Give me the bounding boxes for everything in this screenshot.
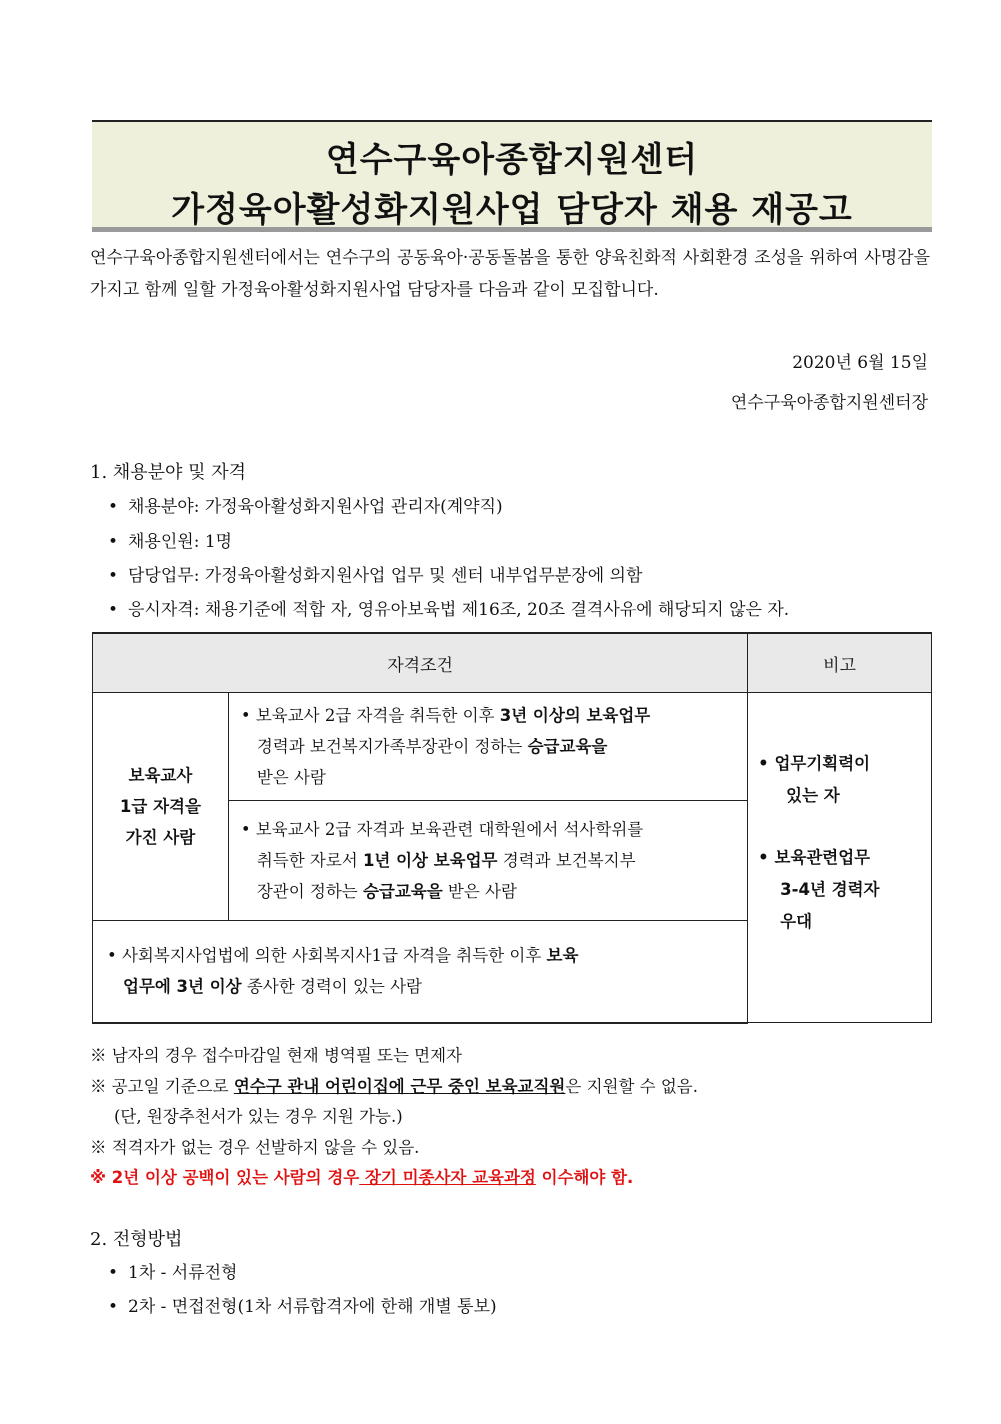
- bullet-icon: •: [240, 706, 251, 725]
- section-1-heading: 1. 채용분야 및 자격: [90, 462, 247, 483]
- note-military: ※ 남자의 경우 접수마감일 현재 병역필 또는 면제자: [90, 1046, 462, 1065]
- list-item-text: 채용인원: 1명: [128, 532, 233, 552]
- table-row: [93, 693, 932, 801]
- note-exception: (단, 원장추천서가 있는 경우 지원 가능.): [114, 1107, 403, 1126]
- list-item: [108, 492, 503, 517]
- note-text: ※ 공고일 기준으로: [90, 1077, 234, 1096]
- note-no-selection: ※ 적격자가 없는 경우 선발하지 않을 수 있음.: [90, 1138, 420, 1157]
- cell-text-bold: 1년 이상 보육업무: [362, 851, 498, 870]
- group-label-cell: [93, 693, 229, 921]
- header-qualification: 자격조건: [93, 633, 748, 693]
- note-text: 은 지원할 수 없음.: [565, 1077, 698, 1096]
- cell-text: 받은 사람: [256, 768, 326, 787]
- cell-text: 보육교사 2급 자격과 보육관련 대학원에서 석사학위를: [255, 820, 644, 839]
- title-line-2: 가정육아활성화지원사업 담당자 채용 재공고: [171, 190, 853, 230]
- remark-text: 업무기획력이: [774, 753, 871, 773]
- group-label-line: 1급 자격을: [119, 797, 201, 816]
- note-text-underlined: 장기 미종사자 교육과정: [359, 1168, 536, 1187]
- list-item-text: 담당업무: 가정육아활성화지원사업 업무 및 센터 내부업무분장에 의함: [128, 566, 643, 586]
- note-text: 이수해야 함.: [535, 1168, 634, 1187]
- section-2-heading: 2. 전형방법: [90, 1229, 183, 1250]
- list-item-text: 2차 - 면접전형(1차 서류합격자에 한해 개별 통보): [128, 1297, 497, 1317]
- cell-text: 받은 사람: [442, 882, 517, 901]
- table-header-row: [93, 633, 932, 693]
- cell-text: 사회복지사업법에 의한 사회복지사1급 자격을 취득한 이후: [121, 946, 547, 966]
- list-item: [108, 1292, 497, 1317]
- bullet-icon: •: [108, 532, 119, 552]
- note-gap-requirement: [90, 1164, 633, 1188]
- cell-text-bold: 승급교육을: [527, 737, 608, 756]
- cell-text: 종사한 경력이 있는 사람: [241, 977, 422, 997]
- list-item: [108, 527, 232, 552]
- header-remarks: 비고: [748, 633, 932, 693]
- list-item-text: 채용분야: 가정육아활성화지원사업 관리자(계약직): [128, 497, 503, 517]
- bullet-icon: •: [108, 1297, 119, 1317]
- cell-text: 경력과 보건복지부: [497, 851, 636, 870]
- remark-text: 우대: [780, 911, 813, 931]
- list-item: [108, 1258, 237, 1283]
- remark-text: 보육관련업무: [774, 847, 871, 867]
- cell-text-bold: 3년 이상의 보육업무: [499, 706, 651, 725]
- qualification-cell: [228, 693, 747, 801]
- announcement-date: 2020년 6월 15일: [792, 353, 928, 373]
- bullet-icon: •: [107, 946, 117, 966]
- bullet-icon: •: [108, 497, 119, 517]
- bullet-icon: •: [108, 1263, 119, 1283]
- note-text: ※ 2년 이상 공백이 있는 사람의 경우: [90, 1168, 360, 1187]
- bullet-icon: •: [240, 820, 251, 839]
- qualification-table: [92, 632, 932, 1024]
- bullet-icon: •: [108, 600, 119, 620]
- remark-text: 있는 자: [786, 785, 840, 805]
- issuer: 연수구육아종합지원센터장: [730, 393, 928, 413]
- remarks-cell: [748, 693, 932, 1023]
- group-label-line: 보육교사: [128, 766, 193, 785]
- title-line-1: 연수구육아종합지원센터: [325, 140, 699, 180]
- cell-text: 취득한 자로서: [256, 851, 363, 870]
- list-item-text: 응시자격: 채용기준에 적합 자, 영유아보육법 제16조, 20조 결격사유에 해당되지 않은 자.: [128, 600, 790, 620]
- bullet-icon: •: [758, 847, 769, 867]
- qualification-cell: [93, 921, 748, 1023]
- title-box: [92, 120, 932, 232]
- cell-text: 장관이 정하는: [256, 882, 363, 901]
- bullet-icon: •: [108, 566, 119, 586]
- qualification-cell: [228, 801, 747, 921]
- cell-text: 경력과 보건복지가족부장관이 정하는: [256, 737, 528, 756]
- list-item: [108, 561, 642, 586]
- list-item: [108, 595, 789, 620]
- remark-text: 3-4년 경력자: [780, 879, 880, 899]
- note-restriction: [90, 1073, 698, 1097]
- cell-text-bold: 업무에 3년 이상: [123, 977, 242, 997]
- cell-text: 보육교사 2급 자격을 취득한 이후: [255, 706, 500, 725]
- bullet-icon: •: [758, 753, 769, 773]
- cell-text-bold: 승급교육을: [362, 882, 443, 901]
- cell-text-bold: 보육: [546, 946, 579, 966]
- group-label-line: 가진 사람: [125, 828, 196, 847]
- intro-paragraph: 연수구육아종합지원센터에서는 연수구의 공동육아·공동돌봄을 통한 양육친화적 사회환경 조성을 위하여 사명감을 가지고 함께 일할 가정육아활성화지원사업 담당자를 다음과 같이 모집합니다.: [90, 248, 930, 300]
- list-item-text: 1차 - 서류전형: [128, 1263, 238, 1283]
- note-text-underlined: 연수구 관내 어린이집에 근무 중인 보육교직원: [233, 1077, 566, 1096]
